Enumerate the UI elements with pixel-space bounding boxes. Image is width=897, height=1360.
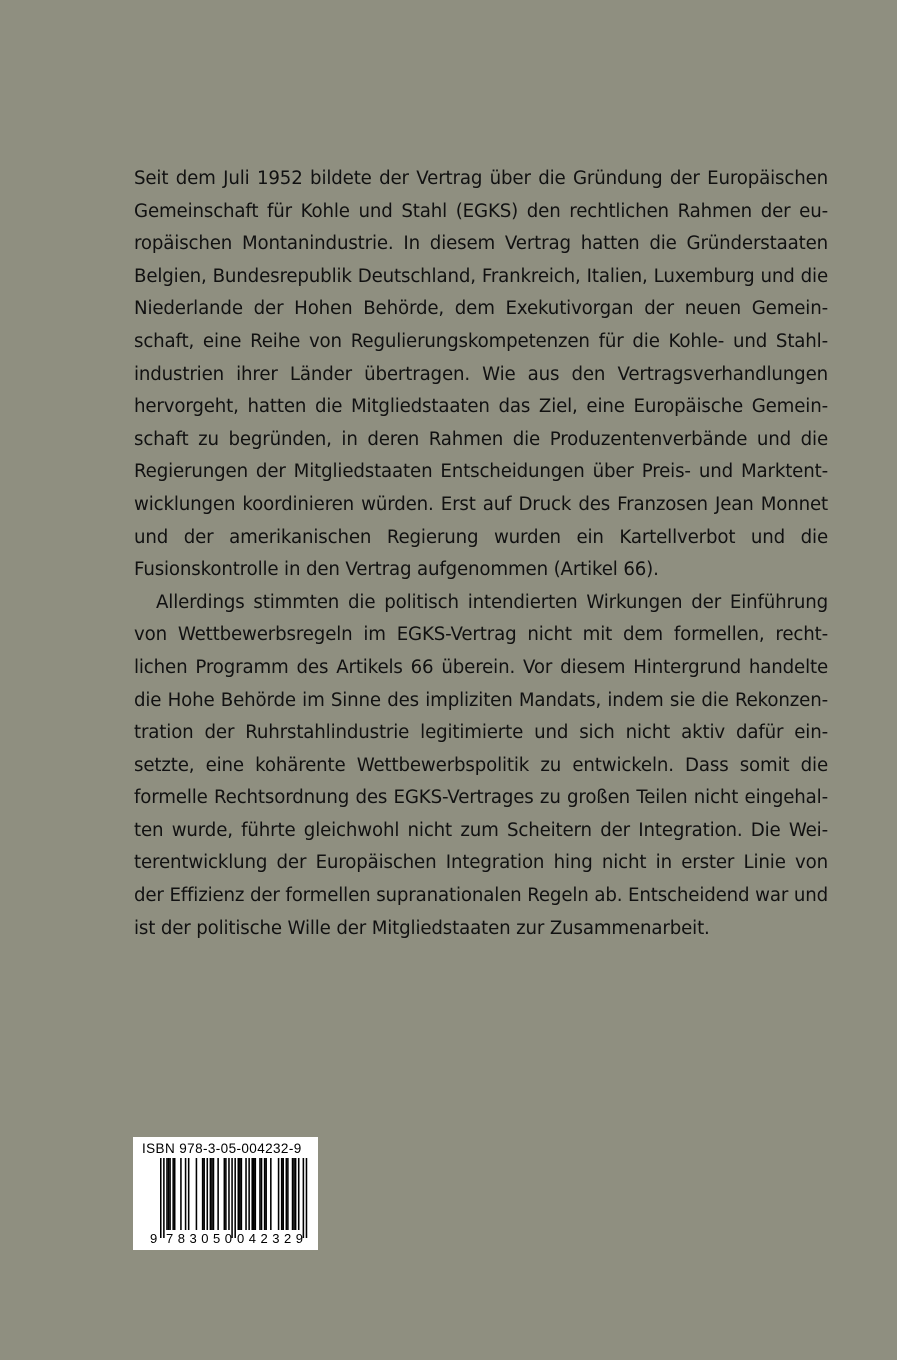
barcode-bar: [238, 1158, 240, 1230]
barcode-bar: [174, 1158, 176, 1230]
barcode-bar: [203, 1158, 205, 1230]
barcode-bar: [261, 1158, 263, 1230]
barcode-guard-bar: [160, 1158, 162, 1238]
isbn-label: ISBN 978-3-05-004232-9: [142, 1141, 302, 1156]
barcode-bar: [211, 1158, 213, 1230]
barcode-bar: [293, 1158, 295, 1230]
barcode-bar: [287, 1158, 289, 1230]
text-line: Belgien, Bundesrepublik Deutschland, Frankreich, Italien, Luxemburg und die: [134, 265, 828, 287]
text-line: wicklungen koordinieren würden. Erst auf Druck des Franzosen Jean Monnet: [134, 493, 828, 515]
barcode-digits-left: 783050: [166, 1231, 232, 1246]
text-line: Niederlande der Hohen Behörde, dem Exekutivorgan der neuen Gemein-: [134, 298, 828, 320]
barcode-bar: [278, 1158, 280, 1230]
barcode-bar: [210, 1158, 212, 1230]
text-line: terentwicklung der Europäischen Integration hing nicht in erster Linie von: [134, 852, 828, 874]
back-cover-blurb: [134, 163, 828, 945]
barcode-bar: [228, 1158, 230, 1230]
text-line: der Effizienz der formellen supranationalen Regeln ab. Entscheidend war und: [134, 885, 828, 907]
barcode-bar: [207, 1158, 209, 1230]
barcode-lead-digit: 9: [150, 1231, 158, 1246]
barcode-bar: [270, 1158, 272, 1230]
barcode-bar: [265, 1158, 267, 1230]
text-line: die Hohe Behörde im Sinne des impliziten Mandats, indem sie die Rekonzen-: [134, 689, 828, 711]
barcode-bar: [166, 1158, 168, 1230]
text-line: schaft zu begründen, in deren Rahmen die Produzentenverbände und die: [134, 428, 828, 450]
barcode-bar: [202, 1158, 204, 1230]
barcode-bar: [213, 1158, 215, 1230]
barcode-bar: [298, 1158, 300, 1230]
barcode-guard-bar: [303, 1158, 305, 1238]
text-line: Regierungen der Mitgliedstaaten Entscheidungen über Preis- und Marktent-: [134, 461, 828, 483]
barcode-bar: [292, 1158, 294, 1230]
text-line: ten wurde, führte gleichwohl nicht zum Scheitern der Integration. Die Wei-: [134, 819, 828, 841]
barcode-bar: [295, 1158, 297, 1230]
barcode-guard-bar: [231, 1158, 233, 1238]
text-line: lichen Programm des Artikels 66 überein. Vor diesem Hintergrund handelte: [134, 656, 828, 678]
barcode-bar: [224, 1158, 226, 1230]
text-line: Gemeinschaft für Kohle und Stahl (EGKS) den rechtlichen Rahmen der eu-: [134, 200, 828, 222]
barcode-bar: [281, 1158, 283, 1230]
text-line: und der amerikanischen Regierung wurden ein Kartellverbot und die: [134, 526, 828, 548]
text-line: setzte, eine kohärente Wettbewerbspolitik zu entwickeln. Dass somit die: [134, 754, 828, 776]
text-line: hervorgeht, hatten die Mitgliedstaaten das Ziel, eine Europäische Gemein-: [134, 396, 828, 418]
barcode-bar: [172, 1158, 174, 1230]
text-line: schaft, eine Reihe von Regulierungskompetenzen für die Kohle- und Stahl-: [134, 330, 828, 352]
barcode-guard-bar: [234, 1158, 236, 1238]
barcode-bar: [245, 1158, 247, 1230]
barcode-bars: [160, 1158, 307, 1238]
text-line: Fusionskontrolle in den Vertrag aufgenommen (Artikel 66).: [134, 559, 659, 581]
barcode-bar: [185, 1158, 187, 1230]
barcode-bar: [188, 1158, 190, 1230]
barcode-bar: [239, 1158, 241, 1230]
isbn-barcode: [133, 1137, 318, 1250]
barcode-bar: [217, 1158, 219, 1230]
text-line: Seit dem Juli 1952 bildete der Vertrag über die Gründung der Europäischen: [134, 168, 828, 189]
barcode-bar: [255, 1158, 257, 1230]
barcode-graphic: [133, 1137, 318, 1250]
text-line: ropäischen Montanindustrie. In diesem Vertrag hatten die Gründerstaaten: [134, 233, 828, 255]
barcode-bar: [241, 1158, 243, 1230]
blurb-paragraph-1: [134, 163, 828, 587]
barcode-bar: [264, 1158, 266, 1230]
barcode-bar: [248, 1158, 250, 1230]
text-line: tration der Ruhrstahlindustrie legitimierte und sich nicht aktiv dafür ein-: [134, 722, 828, 744]
barcode-bar: [196, 1158, 198, 1230]
barcode-bar: [180, 1158, 182, 1230]
barcode-guard-bar: [306, 1158, 308, 1238]
text-line: formelle Rechtsordnung des EGKS-Vertrages zu großen Teilen nicht eingehal-: [134, 787, 828, 809]
barcode-bar: [259, 1158, 261, 1230]
barcode-bar: [169, 1158, 171, 1230]
barcode-digits-right: 042329: [237, 1231, 303, 1246]
text-line: von Wettbewerbsregeln im EGKS-Vertrag nicht mit dem formellen, recht-: [134, 624, 828, 646]
barcode-bar: [251, 1158, 253, 1230]
barcode-bar: [225, 1158, 227, 1230]
barcode-bar: [168, 1158, 170, 1230]
barcode-bar: [286, 1158, 288, 1230]
text-line: Allerdings stimmten die politisch intendierten Wirkungen der Einführung: [156, 591, 828, 613]
barcode-bar: [282, 1158, 284, 1230]
barcode-bar: [253, 1158, 255, 1230]
text-line: industrien ihrer Länder übertragen. Wie aus den Vertragsverhandlungen: [134, 363, 828, 385]
blurb-paragraph-2: [134, 587, 828, 946]
text-line: ist der politische Wille der Mitgliedstaaten zur Zusammenarbeit.: [134, 917, 710, 939]
barcode-guard-bar: [163, 1158, 165, 1238]
